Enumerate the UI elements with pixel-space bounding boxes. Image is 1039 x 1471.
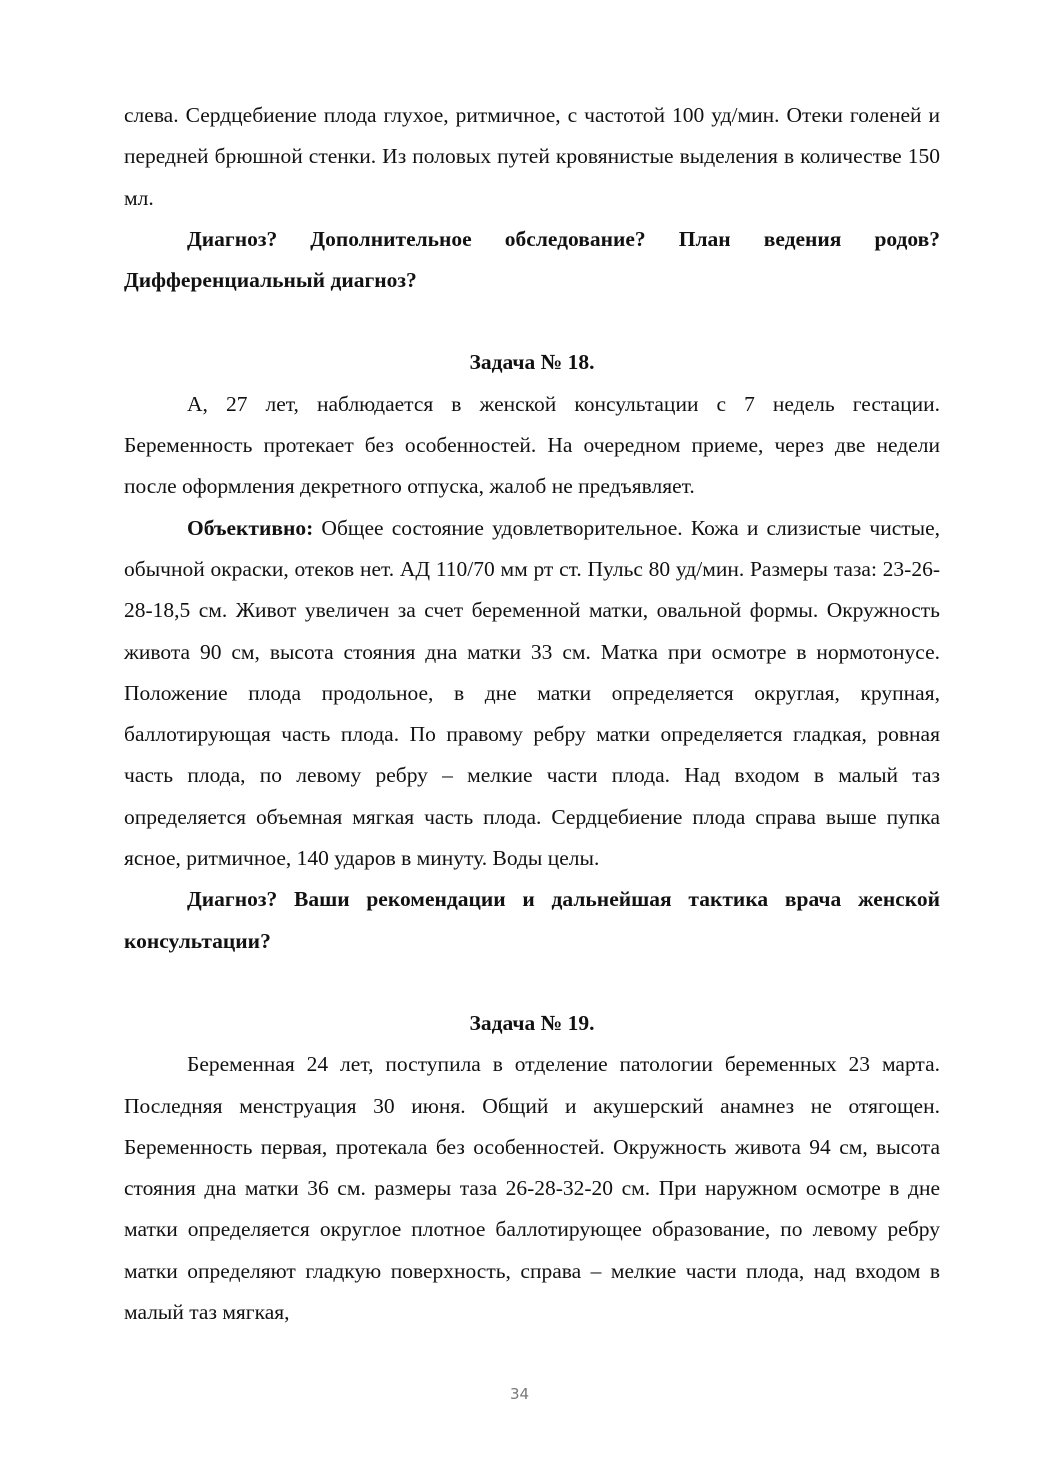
objective-label: Объективно: (187, 515, 314, 540)
task-19-text: Беременная 24 лет, поступила в отделение патологии беременных 23 марта. Последняя менструация 30 июня. Общий и акушерский анамнез не отягощен. Беременность первая, протекала без особенностей. Окружность живота 94 см, высота стояния дна матки 36 см. размеры таза 26-28-32-20 см. При наружном осмотре в дне матки определяется округлое плотное баллотирующее образование, по левому ребру матки определяют гладкую поверхность, справа – мелкие части плода, над входом в малый таз мягкая, (124, 1052, 940, 1325)
document-page (124, 95, 940, 1333)
task-17-questions: Диагноз? Дополнительное обследование? План ведения родов? Дифференциальный диагноз? (124, 226, 940, 293)
objective-text: Общее состояние удовлетворительное. Кожа и слизистые чистые, обычной окраски, отеков нет. АД 110/70 мм рт ст. Пульс 80 уд/мин. Размеры таза: 23-26-28-18,5 см. Живот увеличен за счет беременной матки, овальной формы. Окружность живота 90 см, высота стояния дна матки 33 см. Матка при осмотре в нормотонусе. Положение плода продольное, в дне матки определяется округлая, крупная, баллотирующая часть плода. По правому ребру матки определяется гладкая, ровная часть плода, по левому ребру – мелкие части плода. Над входом в малый таз определяется объемная мягкая часть плода. Сердцебиение плода справа выше пупка ясное, ритмичное, 140 ударов в минуту. Воды целы. (124, 515, 940, 871)
task-18-questions: Диагноз? Ваши рекомендации и дальнейшая тактика врача женской консультации? (124, 887, 940, 953)
task-18-title: Задача № 18. (469, 350, 595, 375)
page-number: 34 (509, 1385, 530, 1403)
spacer (124, 962, 940, 1003)
spacer (124, 301, 940, 342)
continuation-paragraph: слева. Сердцебиение плода глухое, ритмичное, с частотой 100 уд/мин. Отеки голеней и передней брюшной стенки. Из половых путей кровянистые выделения в количестве 150 мл. (124, 103, 940, 210)
task-18-intro: А, 27 лет, наблюдается в женской консультации с 7 недель гестации. Беременность протекает без особенностей. На очередном приеме, через две недели после оформления декретного отпуска, жалоб не предъявляет. (124, 391, 940, 499)
task-19-title: Задача № 19. (469, 1010, 595, 1035)
task-18-objective (124, 508, 940, 880)
